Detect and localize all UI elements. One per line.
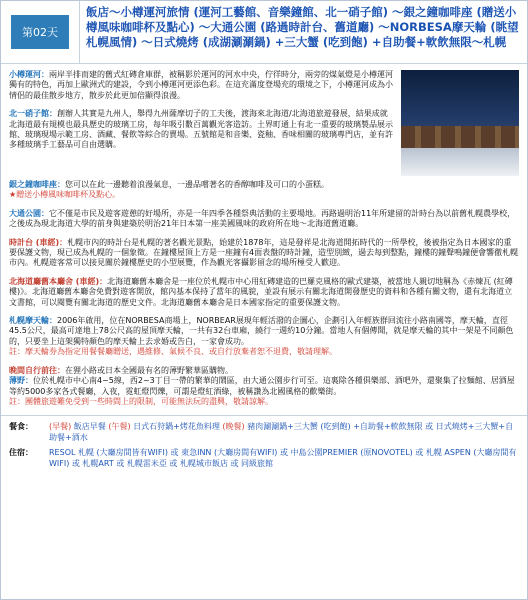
section-text: 北海道廳舊本廳舍是一座位於札幌市中心用紅磚建造的巴羅克風格的歐式建築，被當地人親切地稱為《赤煉瓦 (紅磚樓)》。北海道廳舊本廳舍免費對遊客開放，館內基本保持了當年的風貌，並設有展示有關北海道開發歷史的資料和各種有關文物，還有北海道立文書館，可以閱覽有關北海道的歷史文件。北海道廳舊本廳舍是日本國家指定的重要保護文物。 bbox=[9, 276, 513, 307]
susukino-text: 位於札幌市中心南4~5線，西2~3丁目一帶的繁華的鬧區，由大通公園步行可至。這裏除各種俱樂部、酒吧外，還聚集了拉麵館、居酒屋等約5000多家各式餐廳，入夜，霓虹燈閃爍，可謂是燈紅酒綠，被稱讚為北國風格的歡樂街。 bbox=[9, 376, 515, 396]
breakfast-tag: (早餐) bbox=[49, 422, 72, 432]
otaru-canal-night-photo bbox=[401, 70, 519, 176]
section-label: 北海道廳舊本廳舍 (車經)： bbox=[9, 276, 108, 286]
section-text: 您可以在此一邊聽着浪漫氣息，一邊品嚐著名的香醇咖啡及可口的小蛋糕。 bbox=[65, 180, 329, 189]
section-label: 時計台 (車經)： bbox=[9, 237, 68, 247]
meals-hotel-block bbox=[1, 415, 527, 469]
ferris-wheel-note: 註：摩天輪券為指定用餐餐廳贈送，遇維修、氣候不良、或自行放棄者恕不退費，敬請理解。 bbox=[9, 347, 337, 357]
section-label: 北一硝子館： bbox=[9, 109, 57, 119]
day-title: 飯店～小樽運河旅情 (運河工藝館、音樂鐘館、北一硝子館) ～銀之鐘咖啡座 (贈送小樽風味咖啡杯及點心) ～大通公園 (路過時計台、舊道廳) ～NORBESA摩天輪 (眺望札幌風情) ～日式燒烤 (成湖涮涮鍋) +三大蟹 (吃到飽) +自助餐+軟飲無限～札幌 bbox=[79, 1, 527, 63]
section-silver-bell-cafe bbox=[9, 180, 519, 201]
hotel-value: RESOL 札幌 (大廳房間皆有WIFI) 或 東急INN (大廳房間有WIFI) 或 中島公園PREMIER (原NOVOTEL) 或 札幌 ASPEN (大廳房間有WIFI) 或 札幌ART 或 札幌雷米亞 或 札幌城市飯店 或 同級旅館 bbox=[49, 448, 517, 469]
dinner-tag: (晚餐) bbox=[222, 422, 245, 432]
hotel-label: 住宿： bbox=[9, 448, 33, 458]
day-label: 第02天 bbox=[11, 15, 69, 49]
section-label: 晚間自行前往： bbox=[9, 365, 65, 375]
section-text: 兩岸半排而建的舊式紅磚倉庫群，被稱影於運河的河水中央，佇徉時分，兩旁的煤氣燈是小樽運河獨有的特色，再加上歐洲式的建設，令到小樽運河更添色彩。在這充滿度登場充的環境之下，小樽運河成為小情侶的最佳散步地方，散步於此更加倍顯得浪漫。 bbox=[9, 70, 393, 100]
section-text: 2006年啟用，位在NORBESA商場上，NORBEAR展現年輕活潑的企圖心，企劃引入年輕族群回流往小路南國等，摩天輪，直徑45.5公尺，最高可達地上78公尺高的屋頂摩天輪，一共有32台車廂，繞行一週約10分鐘。當地人有個傳聞，就是摩天輪的其中一架是不同顏色的，只要坐上這架獨特顏色的摩天輪上去求婚或告白，一家會成功。 bbox=[9, 316, 514, 346]
section-text: 在狸小路或日本全國最有名的薄野繁華區購物。 bbox=[65, 365, 233, 375]
section-former-hokkaido-office bbox=[9, 277, 519, 308]
hotel-row bbox=[9, 447, 519, 469]
itinerary-body bbox=[1, 64, 527, 407]
meals-row bbox=[9, 421, 519, 443]
meals-value bbox=[49, 421, 519, 443]
section-evening bbox=[9, 366, 519, 408]
gift-note: ★贈送小樽風味咖啡杯及點心。 bbox=[9, 190, 121, 200]
day-badge bbox=[1, 1, 79, 63]
canal-water bbox=[401, 148, 519, 176]
warehouse-roofs bbox=[401, 126, 519, 148]
section-norbesa-ferris-wheel bbox=[9, 316, 519, 358]
section-text: 它不僅是市民及遊客遊憩的好場所，亦是一年四季各種祭典活動的主要場地。再路過明治11年所建留的計時台為以前舊札幌農學校，之後成為現北海道大學的前身與建築於明治21年日本第一座美國風味的政府所在地～北海道舊道廳。 bbox=[9, 208, 516, 229]
section-odori-park bbox=[9, 209, 519, 230]
section-label: 札幌摩天輪： bbox=[9, 316, 57, 326]
meals-label: 餐食： bbox=[9, 422, 33, 432]
section-text: 創辦人其實是九州人，舉得九州薩摩切子的工夫後，渡海來北海道/北海道旅遊發展，結果成就北海道最有規模也最具歷史的玻璃工房，每年吸引數百萬觀光客造訪。土界町通上有北一重要的玻璃製品展示館、玻璃現場示範工房、酒藏、餐飲等綜合的賣場。五號館是和音樂、瓷釉、香味相關的玻璃專門店，並有許多種玻璃手工藝品可自由選購。 bbox=[9, 109, 393, 150]
susukino-label: 薄野： bbox=[9, 376, 33, 386]
section-clock-tower bbox=[9, 238, 519, 269]
section-label: 銀之鐘咖啡座： bbox=[9, 180, 65, 189]
section-label: 大通公園： bbox=[9, 208, 49, 218]
section-label: 小樽運河： bbox=[9, 70, 49, 79]
lunch-value: 日式石狩鍋+烤花魚料理 bbox=[133, 422, 220, 432]
day-header bbox=[1, 1, 527, 64]
breakfast-value: 飯店早餐 bbox=[73, 422, 106, 432]
section-text: 札幌市內的時計台是札幌的著名觀光景點，始建於1878年，這是發祥是北海道開拓時代的一所學校，後被指定為日本國家的重要保護文物，現已成為札幌的一個象徵。在鐘樓屋頂上方是一座鐘有4面表盤的時計鐘，造型別緻，過去每到整點，鐘樓的鐘聲鳴鐘便會響徹札幌市內。札幌遊客常可以接見關於鐘樓歷史的小型展覽，作為觀光客攝影留念的場所極受人歡迎。 bbox=[9, 237, 519, 268]
group-tour-note: 註：團體旅遊難免受到一些時間上的限制，可能無法玩的盡興，敬請諒解。 bbox=[9, 396, 273, 406]
lunch-tag: (午餐) bbox=[108, 422, 131, 432]
dinner-value: 豬肉涮涮鍋+三大蟹 (吃到飽) +自助餐+軟飲無限 或 日式燒烤+三大蟹+自助餐+酒水 bbox=[49, 422, 514, 443]
